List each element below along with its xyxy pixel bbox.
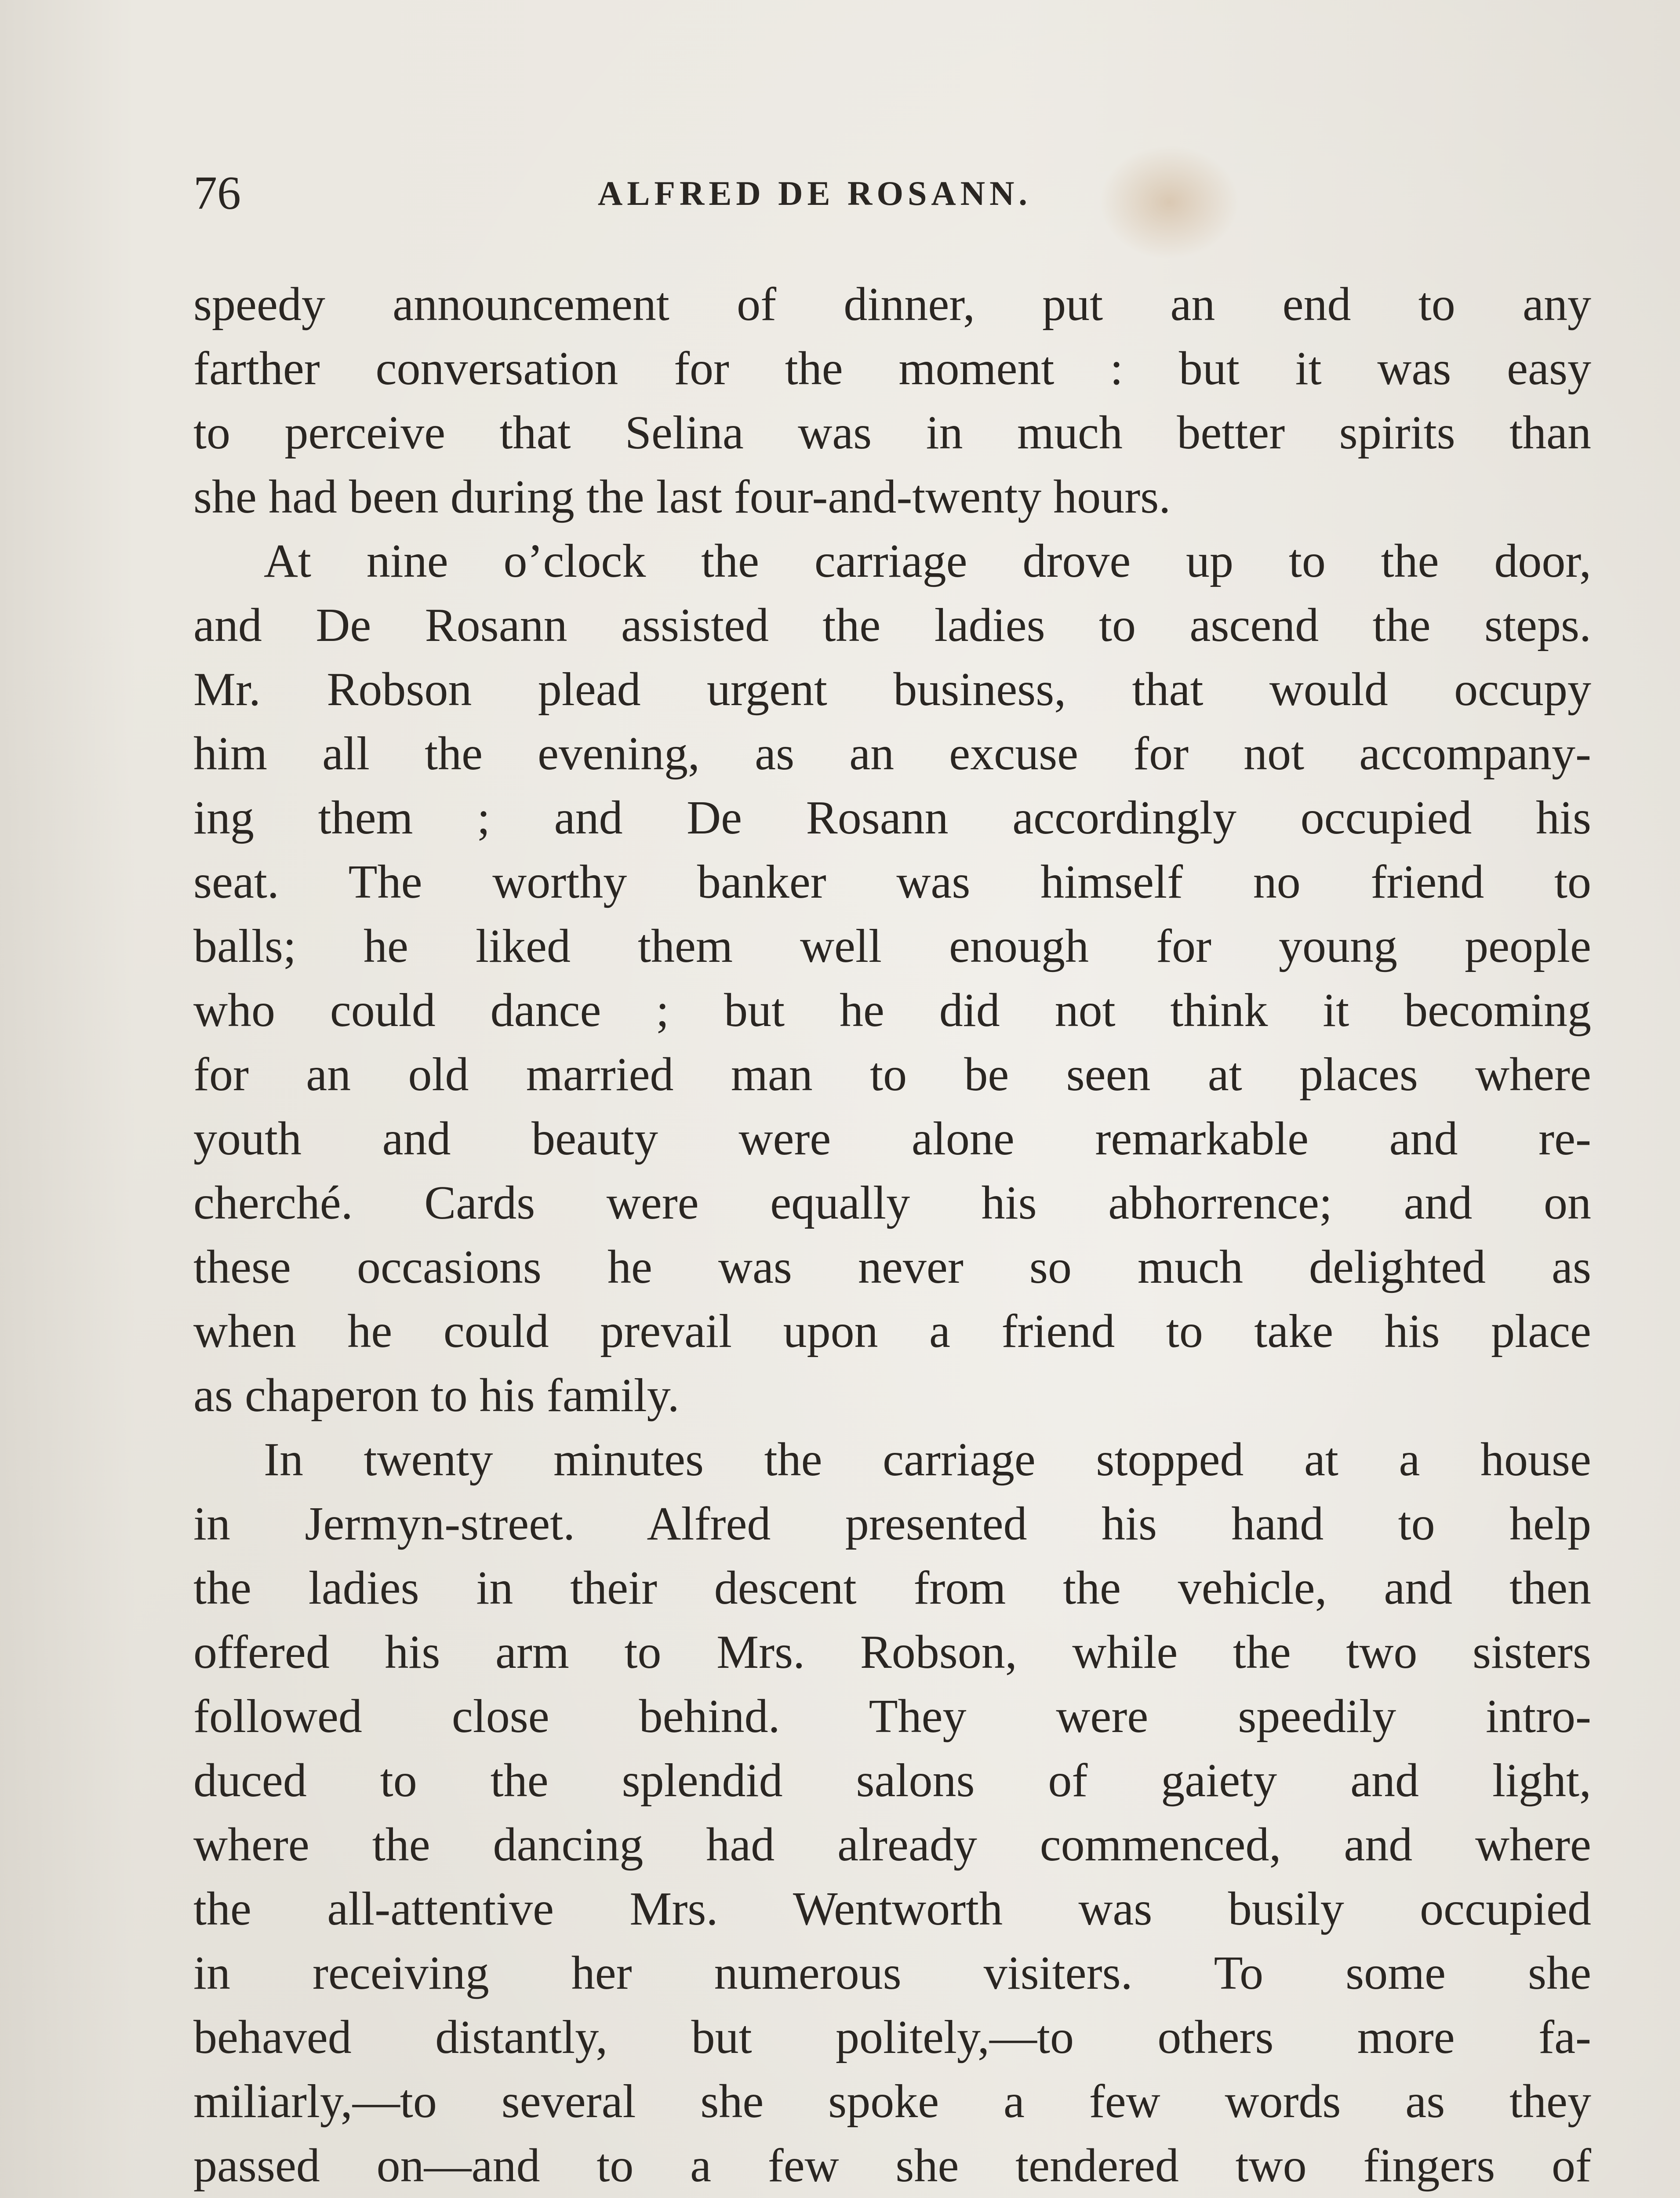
text-line: passed on—and to a few she tendered two fingers of xyxy=(193,2140,1591,2192)
text-line: who could dance ; but he did not think it becoming xyxy=(193,984,1591,1037)
body-text xyxy=(193,273,1591,2198)
text-line: she had been during the last four-and-twenty hours. xyxy=(193,471,1171,523)
text-line: as chaperon to his family. xyxy=(193,1369,680,1422)
text-line: duced to the splendid salons of gaiety and light, xyxy=(193,1754,1591,1807)
text-line: when he could prevail upon a friend to take his place xyxy=(193,1305,1591,1357)
text-line: At nine o’clock the carriage drove up to the door, xyxy=(264,535,1591,587)
text-line: seat. The worthy banker was himself no friend to xyxy=(193,856,1591,908)
text-line: Mr. Robson plead urgent business, that would occupy xyxy=(193,663,1591,716)
text-line: cherché. Cards were equally his abhorrence; and on xyxy=(193,1177,1591,1229)
text-line: to perceive that Selina was in much better spirits than xyxy=(193,407,1591,459)
text-line: balls; he liked them well enough for young people xyxy=(193,920,1591,972)
text-line: offered his arm to Mrs. Robson, while the two sisters xyxy=(193,1626,1591,1678)
text-line: the all-attentive Mrs. Wentworth was busily occupied xyxy=(193,1883,1591,1935)
text-line: miliarly,—to several she spoke a few words as they xyxy=(193,2075,1591,2128)
text-line: followed close behind. They were speedily intro- xyxy=(193,1690,1591,1743)
text-line: in receiving her numerous visiters. To some she xyxy=(193,1947,1591,1999)
text-line: in Jermyn-street. Alfred presented his hand to help xyxy=(193,1498,1591,1550)
text-line: for an old married man to be seen at places where xyxy=(193,1048,1591,1101)
running-head: ALFRED DE ROSANN. xyxy=(598,174,1032,212)
text-line: him all the evening, as an excuse for not accompany- xyxy=(193,728,1591,780)
text-line: farther conversation for the moment : but it was easy xyxy=(193,342,1591,395)
text-line: behaved distantly, but politely,—to others more fa- xyxy=(193,2011,1591,2063)
text-line: the ladies in their descent from the vehicle, and then xyxy=(193,1562,1591,1614)
text-line: where the dancing had already commenced, and where xyxy=(193,1819,1591,1871)
text-line: and De Rosann assisted the ladies to ascend the steps. xyxy=(193,599,1591,651)
text-line: speedy announcement of dinner, put an end to any xyxy=(193,278,1591,331)
text-line: ing them ; and De Rosann accordingly occupied his xyxy=(193,792,1591,844)
page-number: 76 xyxy=(193,167,241,219)
text-line: In twenty minutes the carriage stopped at a house xyxy=(264,1434,1591,1486)
page-header xyxy=(193,163,1204,224)
text-line: these occasions he was never so much delighted as xyxy=(193,1241,1591,1293)
text-line: youth and beauty were alone remarkable and re- xyxy=(193,1113,1591,1165)
